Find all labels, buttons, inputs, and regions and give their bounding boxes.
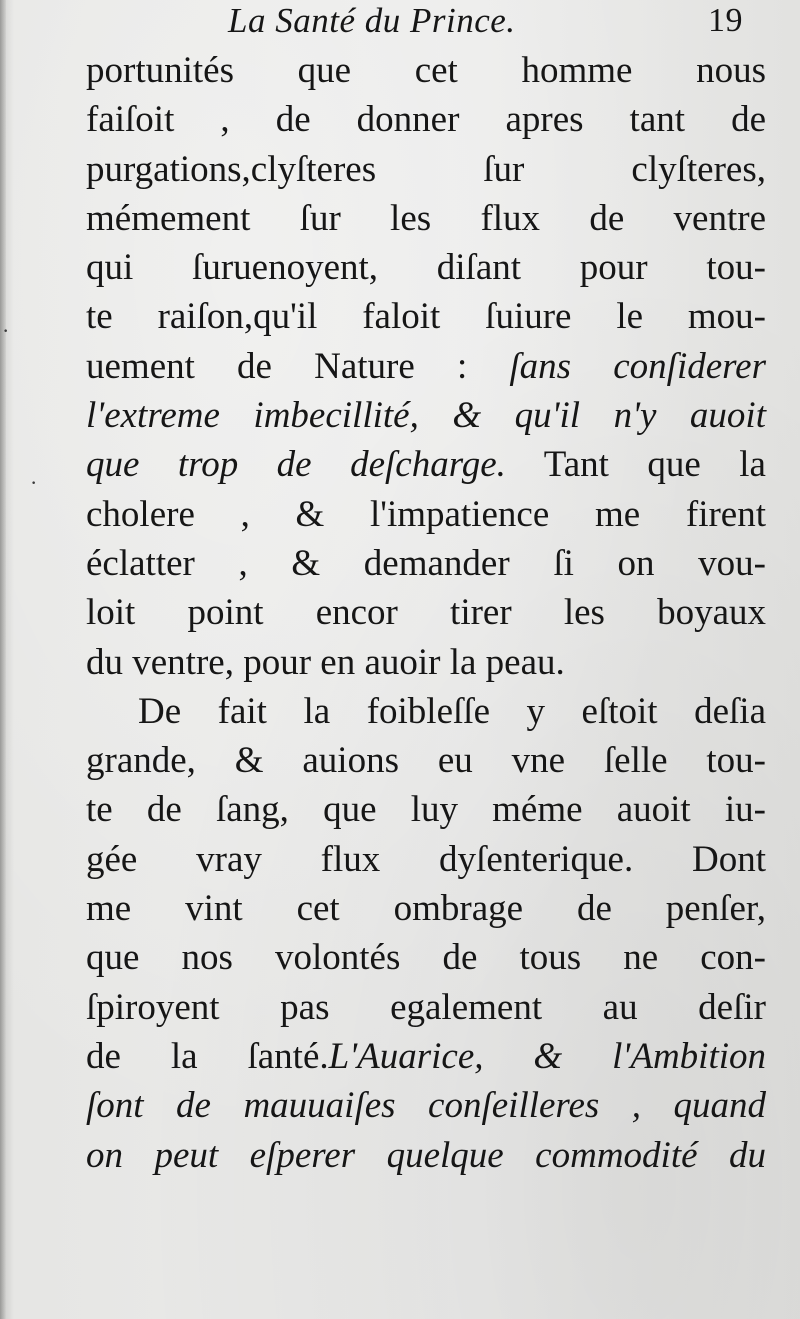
text-segment: éclatter , & demander ſi on vou-: [86, 542, 766, 584]
text-line: [86, 292, 766, 341]
text-line: [86, 785, 766, 834]
text-line: [86, 884, 766, 933]
text-line: [86, 243, 766, 292]
text-segment: qui ſuruenoyent, diſant pour tou-: [86, 247, 766, 289]
text-segment: te de ſang, que luy méme auoit iu-: [86, 789, 766, 831]
text-segment: gée vray flux dyſenterique. Dont: [86, 838, 766, 880]
text-segment: grande, & auions eu vne ſelle tou-: [86, 740, 766, 782]
italic-text-segment: L'Auarice, & l'Ambition: [328, 1035, 766, 1077]
text-segment: De fait la foibleſſe y eſtoit deſia: [138, 690, 766, 732]
text-line: [86, 1131, 766, 1180]
text-segment: me vint cet ombrage de penſer,: [86, 888, 766, 930]
text-line: [86, 490, 766, 539]
italic-text-segment: on peut eſperer quelque commodité du: [86, 1134, 766, 1176]
text-line: [86, 145, 766, 194]
text-segment: purgations,clyſteres ſur clyſteres,: [86, 148, 766, 190]
italic-text-segment: que trop de deſcharge.: [86, 444, 506, 486]
running-head: [228, 0, 768, 46]
text-line: [86, 638, 766, 687]
text-segment: cholere , & l'impatience me firent: [86, 493, 766, 535]
page-number: 19: [708, 2, 743, 39]
text-line: [86, 588, 766, 637]
running-title: La Santé du Prince.: [228, 1, 516, 40]
text-line: [86, 1081, 766, 1130]
text-segment: ſpiroyent pas egalement au deſir: [86, 986, 766, 1028]
text-segment: de la ſanté.: [86, 1035, 329, 1077]
text-segment: mémement ſur les flux de ventre: [86, 197, 766, 239]
text-line: [86, 391, 766, 440]
text-line: [86, 736, 766, 785]
text-line: [86, 687, 766, 736]
text-segment: du ventre, pour en auoir la peau.: [86, 641, 565, 683]
page-gutter-shadow: [0, 0, 6, 1319]
text-segment: que nos volontés de tous ne con-: [86, 937, 766, 979]
text-line: [86, 983, 766, 1032]
text-segment: uement de Nature :: [86, 345, 510, 387]
italic-text-segment: ſont de mauuaiſes conſeilleres , quand: [86, 1085, 766, 1127]
text-line: [86, 933, 766, 982]
text-segment: loit point encor tirer les boyaux: [86, 592, 766, 634]
margin-mark: ·: [2, 318, 10, 343]
text-line: [86, 194, 766, 243]
text-line: [86, 46, 766, 95]
text-segment: te raiſon,qu'il faloit ſuiure le mou-: [86, 296, 766, 338]
body-text: [86, 46, 766, 1180]
text-segment: Tant que la: [505, 444, 766, 486]
italic-text-segment: l'extreme imbecillité, & qu'il n'y auoit: [86, 395, 766, 437]
text-line: [86, 342, 766, 391]
text-line: [86, 440, 766, 489]
text-line: [86, 1032, 766, 1081]
text-line: [86, 95, 766, 144]
text-line: [86, 835, 766, 884]
text-line: [86, 539, 766, 588]
margin-mark: ·: [30, 470, 38, 495]
text-segment: faiſoit , de donner apres tant de: [86, 99, 766, 141]
italic-text-segment: ſans conſiderer: [509, 345, 766, 387]
text-segment: portunités que cet homme nous: [86, 50, 766, 91]
